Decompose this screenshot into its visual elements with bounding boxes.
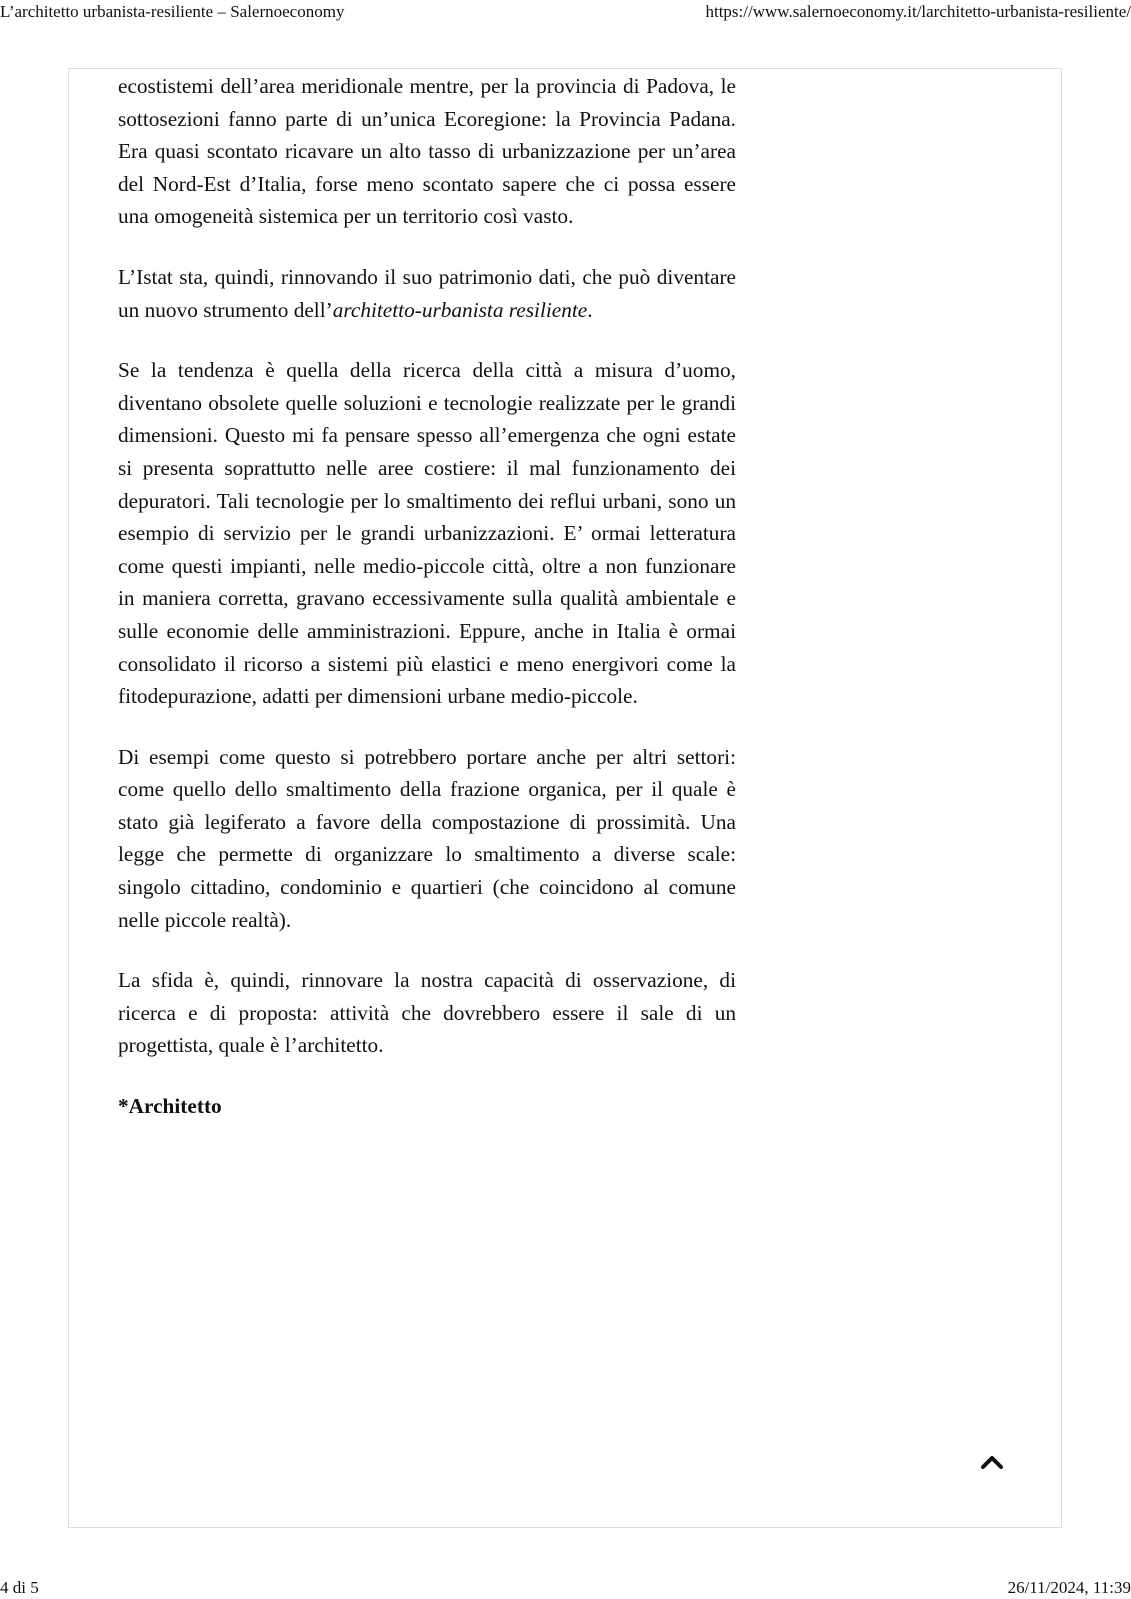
article-body bbox=[118, 70, 736, 1151]
article-paragraph-2-end: . bbox=[587, 297, 593, 322]
back-to-top-button[interactable] bbox=[978, 1448, 1006, 1476]
article-paragraph-1: ecostistemi dell’area meridionale mentre, per la provincia di Padova, le sottosezioni fanno parte di un’unica Ecoregione: la Provincia Padana. Era quasi scontato ricavare un alto tasso di urbanizzazione per un’area del Nord-Est d’Italia, forse meno scontato sapere che ci possa essere una omogeneità sistemica per un territorio così vasto. bbox=[118, 74, 736, 229]
author-signature: *Architetto bbox=[118, 1094, 222, 1119]
print-footer-datetime: 26/11/2024, 11:39 bbox=[1007, 1578, 1131, 1597]
article-paragraph-2-text: L’Istat sta, quindi, rinnovando il suo patrimonio dati, che può diventare un nuovo strumento dell’ bbox=[118, 264, 736, 322]
print-header-title: L’architetto urbanista-resiliente – Salernoeconomy bbox=[0, 2, 345, 21]
print-header-url: https://www.salernoeconomy.it/larchitetto-urbanista-resiliente/ bbox=[705, 2, 1131, 21]
article-paragraph-3: Se la tendenza è quella della ricerca della città a misura d’uomo, diventano obsolete quelle soluzioni e tecnologie realizzate per le grandi dimensioni. Questo mi fa pensare spesso all’emergenza che ogni estate si presenta soprattutto nelle aree costiere: il mal funzionamento dei depuratori. Tali tecnologie per lo smaltimento dei reflui urbani, sono un esempio di servizio per le grandi urbanizzazioni. E’ ormai letteratura come questi impianti, nelle medio-piccole città, oltre a non funzionare in maniera corretta, gravano eccessivamente sulla qualità ambientale e sulle economie delle amministrazioni. Eppure, anche in Italia è ormai consolidato il ricorso a sistemi più elastici e meno energivori come la fitodepurazione, adatti per dimensioni urbane medio-piccole. bbox=[118, 358, 736, 709]
article-paragraph-4: Di esempi come questo si potrebbero portare anche per altri settori: come quello dello smaltimento della frazione organica, per il quale è stato già legiferato a favore della compostazione di prossimità. Una legge che permette di organizzare lo smaltimento a diverse scale: singolo cittadino, condominio e quartieri (che coincidono al comune nelle piccole realtà). bbox=[118, 744, 736, 932]
article-paragraph-5: La sfida è, quindi, rinnovare la nostra capacità di osservazione, di ricerca e di proposta: attività che dovrebbero essere il sale di un progettista, quale è l’architetto. bbox=[118, 968, 736, 1058]
article-paragraph-2 bbox=[118, 261, 736, 326]
chevron-up-icon bbox=[981, 1455, 1003, 1469]
print-footer-page: 4 di 5 bbox=[0, 1578, 39, 1597]
article-paragraph-2-emphasis: architetto-urbanista resiliente bbox=[332, 297, 588, 322]
